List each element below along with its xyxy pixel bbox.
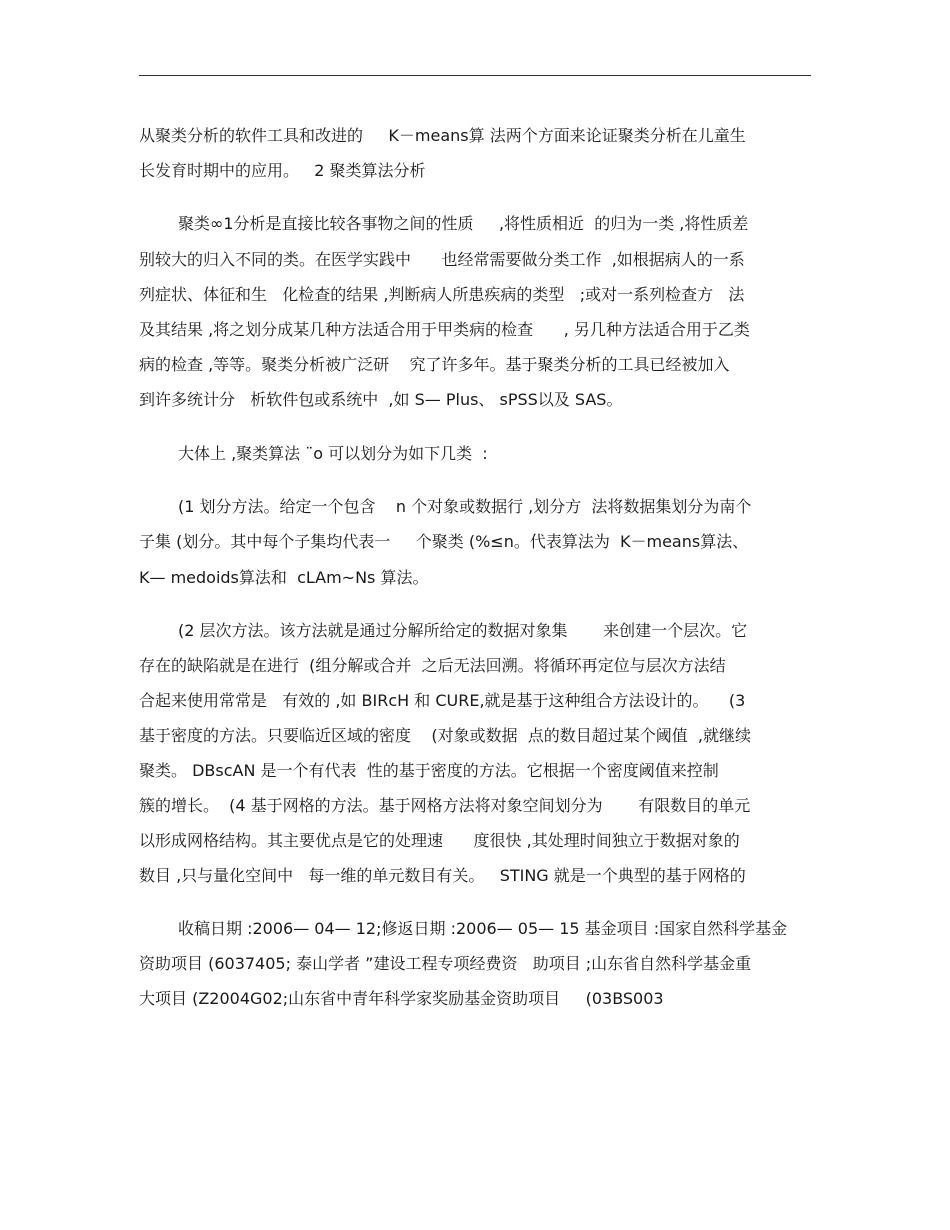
text-line: 病的检查 ,等等。聚类分析被广泛研 究了许多年。基于聚类分析的工具已经被加入 [139, 355, 730, 374]
text-line: 基于密度的方法。只要临近区域的密度 (对象或数据 点的数目超过某个阈值 ,就继续 [139, 726, 752, 745]
text-line: 存在的缺陷就是在进行 (组分解或合并 之后无法回溯。将循环再定位与层次方法结 [139, 656, 726, 675]
text-line: 列症状、体征和生 化检查的结果 ,判断病人所患疾病的类型 ;或对一系列检查方 法 [139, 285, 745, 304]
text-line: 数目 ,只与量化空间中 每一维的单元数目有关。 STING 就是一个典型的基于网格的 [139, 866, 746, 885]
text-line: 聚类。 DBscAN 是一个有代表 性的基于密度的方法。它根据一个密度阈值来控制 [139, 761, 719, 780]
footnote-line: 资助项目 (6037405; 泰山学者 ”建设工程专项经费资 助项目 ;山东省自然科学基金重 [139, 954, 752, 973]
text-line: 以形成网格结构。其主要优点是它的处理速 度很快 ,其处理时间独立于数据对象的 [139, 831, 740, 850]
text-line: 大体上 ,聚类算法 ¨o 可以划分为如下几类 : [178, 444, 488, 463]
text-line: 从聚类分析的软件工具和改进的 K－means算 法两个方面来论证聚类分析在儿童生 [139, 126, 746, 145]
text-line: K— medoids算法和 cLAm~Ns 算法。 [139, 568, 429, 587]
text-line: 聚类∞1分析是直接比较各事物之间的性质 ,将性质相近 的归为一类 ,将性质差 [178, 214, 749, 233]
text-line: 合起来使用常常是 有效的 ,如 BIRcH 和 CURE,就是基于这种组合方法设计的。 (3 [139, 691, 746, 710]
text-line: 及其结果 ,将之划分成某几种方法适合用于甲类病的检查 , 另几种方法适合用于乙类 [139, 320, 750, 339]
text-line: (1 划分方法。给定一个包含 n 个对象或数据行 ,划分方 法将数据集划分为南个 [178, 497, 752, 516]
footnote-line: 收稿日期 :2006— 04— 12;修返日期 :2006— 05— 15 基金项目 :国家自然科学基金 [178, 919, 788, 938]
text-line: 别较大的归入不同的类。在医学实践中 也经常需要做分类工作 ,如根据病人的一系 [139, 250, 745, 269]
text-line: 长发育时期中的应用。 2 聚类算法分析 [139, 161, 426, 180]
header-rule [139, 75, 811, 76]
text-line: 到许多统计分 析软件包或系统中 ,如 S— Plus、 sPSS以及 SAS。 [139, 390, 623, 409]
footnote-line: 大项目 (Z2004G02;山东省中青年科学家奖励基金资助项目 (03BS003 [139, 989, 664, 1008]
text-line: 子集 (划分。其中每个子集均代表一 个聚类 (%≤n。代表算法为 K－means算法、 [139, 532, 749, 551]
text-line: 簇的增长。 (4 基于网格的方法。基于网格方法将对象空间划分为 有限数目的单元 [139, 796, 751, 815]
text-line: (2 层次方法。该方法就是通过分解所给定的数据对象集 来创建一个层次。它 [178, 621, 748, 640]
